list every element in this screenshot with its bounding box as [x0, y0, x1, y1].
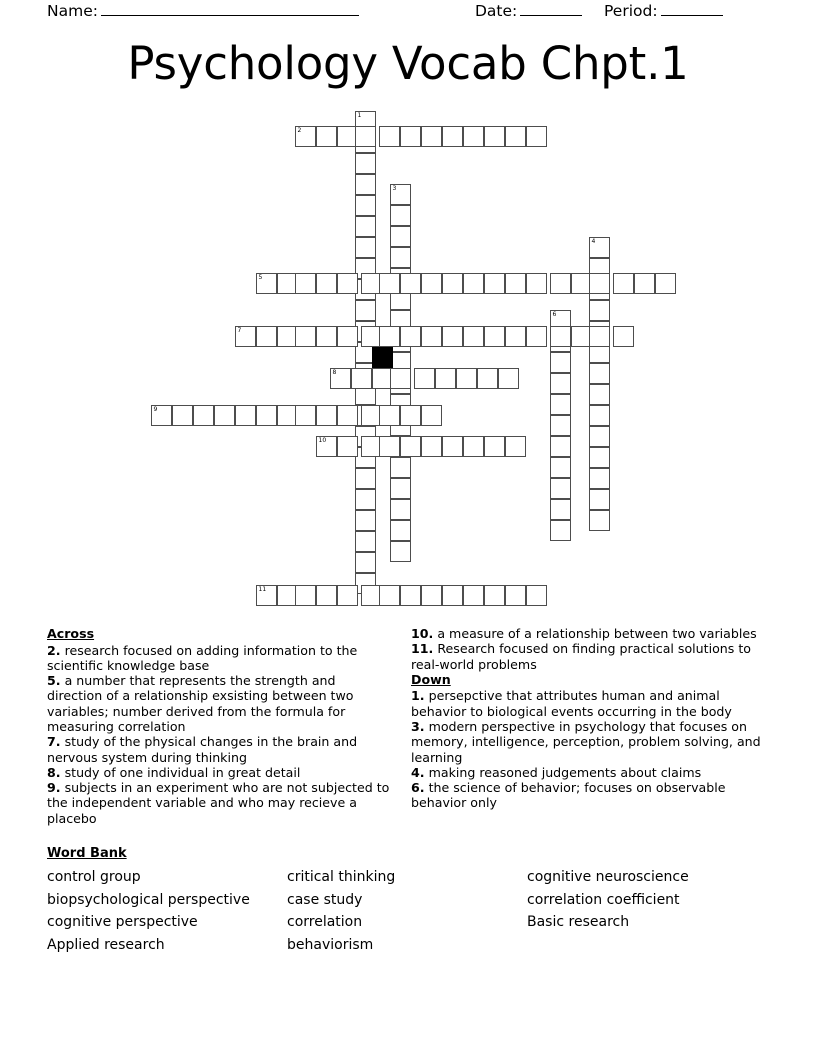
crossword-cell[interactable]	[390, 499, 411, 520]
crossword-cell[interactable]	[550, 436, 571, 457]
cell-number: 8	[332, 369, 337, 376]
crossword-cell[interactable]	[390, 247, 411, 268]
crossword-cell[interactable]	[316, 405, 337, 426]
date-label: Date:	[475, 2, 518, 20]
crossword-cell[interactable]	[351, 368, 372, 389]
crossword-cell[interactable]	[550, 499, 571, 520]
crossword-cell[interactable]	[498, 368, 519, 389]
crossword-cell[interactable]	[589, 300, 610, 321]
crossword-cell[interactable]	[589, 468, 610, 489]
word-bank-item: correlation coefficient	[527, 891, 680, 908]
cell-number: 11	[258, 586, 267, 593]
crossword-cell[interactable]	[421, 273, 442, 294]
clue-across-8	[47, 765, 392, 780]
crossword-cell[interactable]	[589, 510, 610, 531]
crossword-cell[interactable]	[505, 273, 526, 294]
crossword-cell[interactable]	[355, 195, 376, 216]
crossword-cell[interactable]	[235, 405, 256, 426]
clue-text: persepctive that attributes human and animal behavior to biological events occurring in the body	[411, 688, 732, 719]
crossword-cell[interactable]	[484, 126, 505, 147]
crossword-cell[interactable]	[442, 436, 463, 457]
crossword-cell[interactable]	[484, 436, 505, 457]
crossword-cell[interactable]	[400, 126, 421, 147]
clue-text: a measure of a relationship between two variables	[437, 626, 757, 641]
crossword-cell[interactable]	[435, 368, 456, 389]
crossword-cell[interactable]	[550, 457, 571, 478]
clue-number: 7.	[47, 734, 61, 750]
crossword-cell[interactable]	[295, 405, 316, 426]
crossword-cell[interactable]	[589, 363, 610, 384]
crossword-cell[interactable]	[337, 326, 358, 347]
crossword-cell[interactable]	[390, 368, 411, 389]
word-bank-item: control group	[47, 869, 141, 885]
crossword-cell[interactable]	[484, 326, 505, 347]
crossword-cell[interactable]	[295, 126, 316, 147]
crossword-cell[interactable]	[355, 531, 376, 552]
clue-across-10	[411, 626, 761, 641]
word-bank-item: correlation	[287, 914, 363, 931]
crossword-cell[interactable]	[477, 368, 498, 389]
crossword-cell[interactable]	[390, 205, 411, 226]
name-label: Name:	[47, 2, 98, 20]
clue-text: subjects in an experiment who are not subjected to the independent variable and who may recieve a placebo	[47, 780, 390, 826]
crossword-cell[interactable]	[463, 273, 484, 294]
cell-number: 6	[552, 311, 557, 318]
clue-number: 2.	[47, 642, 61, 658]
crossword-cell[interactable]	[589, 237, 610, 258]
clue-down-4	[411, 765, 761, 780]
clue-down-1	[411, 688, 761, 719]
crossword-cell[interactable]	[442, 585, 463, 606]
clue-down-3	[411, 719, 761, 765]
crossword-cell[interactable]	[316, 326, 337, 347]
crossword-cell[interactable]	[355, 552, 376, 573]
crossword-cell[interactable]	[355, 237, 376, 258]
cell-number: 9	[153, 406, 158, 413]
crossword-cell[interactable]	[295, 585, 316, 606]
clue-text: study of the physical changes in the brain and nervous system during thinking	[47, 734, 358, 765]
clue-number: 6.	[411, 780, 425, 796]
crossword-cell[interactable]	[337, 585, 358, 606]
crossword-cell[interactable]	[316, 273, 337, 294]
clue-text: the science of behavior; focuses on observable behavior only	[411, 780, 726, 811]
crossword-cell[interactable]	[151, 405, 172, 426]
crossword-cell[interactable]	[613, 273, 634, 294]
crossword-cell[interactable]	[655, 273, 676, 294]
word-bank-item: cognitive neuroscience	[527, 869, 689, 885]
crossword-cell[interactable]	[337, 405, 358, 426]
crossword-cell[interactable]	[235, 326, 256, 347]
crossword-cell[interactable]	[256, 405, 277, 426]
crossword-cell[interactable]	[355, 489, 376, 510]
crossword-cell[interactable]	[484, 585, 505, 606]
crossword-cell[interactable]	[550, 478, 571, 499]
crossword-cell[interactable]	[634, 273, 655, 294]
crossword-cell[interactable]	[526, 585, 547, 606]
crossword-cell[interactable]	[400, 405, 421, 426]
crossword-cell[interactable]	[526, 326, 547, 347]
word-bank-item: Basic research	[527, 914, 630, 931]
down-heading: Down	[411, 671, 451, 687]
cell-number: 4	[591, 238, 596, 245]
clue-across-9	[47, 780, 392, 826]
crossword-cell[interactable]	[589, 384, 610, 405]
crossword-cell[interactable]	[337, 436, 358, 457]
crossword-cell[interactable]	[355, 126, 376, 147]
crossword-cell[interactable]	[316, 436, 337, 457]
crossword-cell-blocked	[372, 347, 393, 368]
crossword-cell[interactable]	[550, 415, 571, 436]
crossword-cell[interactable]	[589, 489, 610, 510]
clue-across-5	[47, 673, 392, 734]
crossword-cell[interactable]	[463, 436, 484, 457]
crossword-cell[interactable]	[589, 326, 610, 347]
crossword-cell[interactable]	[526, 273, 547, 294]
crossword-cell[interactable]	[400, 273, 421, 294]
crossword-cell[interactable]	[421, 326, 442, 347]
crossword-cell[interactable]	[589, 273, 610, 294]
crossword-cell[interactable]	[456, 368, 477, 389]
clue-number: 10.	[411, 626, 434, 641]
crossword-cell[interactable]	[355, 153, 376, 174]
crossword-cell[interactable]	[526, 126, 547, 147]
clue-column-right	[411, 626, 761, 811]
crossword-cell[interactable]	[379, 273, 400, 294]
cell-number: 10	[318, 437, 327, 444]
crossword-cell[interactable]	[390, 184, 411, 205]
clue-number: 11.	[411, 641, 434, 657]
crossword-cell[interactable]	[505, 126, 526, 147]
crossword-cell[interactable]	[589, 426, 610, 447]
cell-number: 7	[237, 327, 242, 334]
clue-text: study of one individual in great detail	[64, 764, 301, 780]
crossword-cell[interactable]	[613, 326, 634, 347]
crossword-cell[interactable]	[550, 520, 571, 541]
clue-number: 9.	[47, 780, 61, 796]
crossword-cell[interactable]	[505, 326, 526, 347]
clue-number: 8.	[47, 764, 61, 780]
clue-down-6	[411, 780, 761, 811]
word-bank-item: critical thinking	[287, 869, 396, 885]
crossword-cell[interactable]	[355, 510, 376, 531]
cell-number: 3	[392, 185, 397, 192]
crossword-cell[interactable]	[379, 405, 400, 426]
crossword-cell[interactable]	[463, 326, 484, 347]
clue-across-11	[411, 641, 761, 672]
word-bank-column-3	[527, 866, 777, 934]
crossword-cell[interactable]	[379, 585, 400, 606]
crossword-cell[interactable]	[550, 273, 571, 294]
crossword-cell[interactable]	[379, 436, 400, 457]
crossword-cell[interactable]	[379, 326, 400, 347]
crossword-cell[interactable]	[421, 436, 442, 457]
clue-text: modern perspective in psychology that focuses on memory, intelligence, perception, problem solving, and learning	[411, 718, 761, 765]
word-bank	[47, 845, 777, 953]
clue-across-7	[47, 734, 392, 765]
crossword-cell[interactable]	[390, 541, 411, 562]
crossword-cell[interactable]	[463, 126, 484, 147]
crossword-cell[interactable]	[355, 174, 376, 195]
crossword-cell[interactable]	[463, 585, 484, 606]
word-bank-heading: Word Bank	[47, 846, 127, 861]
clue-column-left	[47, 626, 392, 826]
crossword-cell[interactable]	[355, 216, 376, 237]
word-bank-item: Applied research	[47, 936, 165, 953]
word-bank-item: biopsychological perspective	[47, 891, 250, 908]
crossword-cell[interactable]	[400, 585, 421, 606]
clue-text: a number that represents the strength and direction of a relationship exsisting between two variables; number derived from the formula for measuring correlation	[47, 673, 354, 734]
page-title: Psychology Vocab Chpt.1	[127, 37, 689, 90]
clue-text: making reasoned judgements about claims	[428, 764, 702, 780]
clue-text: research focused on adding information to the scientific knowledge base	[47, 642, 358, 673]
crossword-cell[interactable]	[505, 436, 526, 457]
crossword-cell[interactable]	[330, 368, 351, 389]
crossword-cell[interactable]	[337, 273, 358, 294]
crossword-cell[interactable]	[193, 405, 214, 426]
crossword-cell[interactable]	[214, 405, 235, 426]
clue-across-2	[47, 643, 392, 674]
crossword-cell[interactable]	[390, 457, 411, 478]
crossword-cell[interactable]	[484, 273, 505, 294]
crossword-cell[interactable]	[505, 585, 526, 606]
word-bank-item: case study	[287, 891, 363, 908]
cell-number: 1	[357, 112, 362, 119]
crossword-cell[interactable]	[589, 405, 610, 426]
crossword-cell[interactable]	[390, 478, 411, 499]
crossword-cell[interactable]	[400, 436, 421, 457]
clue-number: 1.	[411, 688, 425, 704]
crossword-cell[interactable]	[550, 394, 571, 415]
cell-number: 5	[258, 274, 263, 281]
crossword-cell[interactable]	[550, 373, 571, 394]
crossword-cell[interactable]	[295, 326, 316, 347]
word-bank-column-1	[47, 866, 277, 956]
crossword-cell[interactable]	[172, 405, 193, 426]
crossword-cell[interactable]	[421, 585, 442, 606]
crossword-cell[interactable]	[550, 326, 571, 347]
crossword-cell[interactable]	[442, 126, 463, 147]
clue-number: 4.	[411, 764, 425, 780]
crossword-cell[interactable]	[355, 300, 376, 321]
crossword-cell[interactable]	[379, 126, 400, 147]
clue-text: Research focused on finding practical solutions to real-world problems	[411, 641, 751, 672]
crossword-cell[interactable]	[390, 520, 411, 541]
crossword-cell[interactable]	[589, 447, 610, 468]
period-label: Period:	[604, 2, 658, 20]
crossword-cell[interactable]	[414, 368, 435, 389]
crossword-cell[interactable]	[442, 273, 463, 294]
crossword-cell[interactable]	[550, 352, 571, 373]
crossword-cell[interactable]	[442, 326, 463, 347]
clue-section	[0, 626, 816, 841]
crossword-cell[interactable]	[316, 585, 337, 606]
cell-number: 2	[297, 127, 302, 134]
word-bank-item: behaviorism	[287, 936, 374, 953]
clue-number: 5.	[47, 673, 61, 689]
crossword-cell[interactable]	[256, 585, 277, 606]
across-heading: Across	[47, 626, 95, 641]
crossword-cell[interactable]	[400, 326, 421, 347]
word-bank-item: cognitive perspective	[47, 914, 198, 931]
crossword-cell[interactable]	[390, 226, 411, 247]
crossword-cell[interactable]	[355, 468, 376, 489]
clue-number: 3.	[411, 718, 425, 734]
crossword-cell[interactable]	[256, 326, 277, 347]
word-bank-column-2	[287, 866, 517, 956]
crossword-cell[interactable]	[256, 273, 277, 294]
crossword-cell[interactable]	[295, 273, 316, 294]
crossword-cell[interactable]	[316, 126, 337, 147]
crossword-cell[interactable]	[421, 405, 442, 426]
crossword-cell[interactable]	[421, 126, 442, 147]
